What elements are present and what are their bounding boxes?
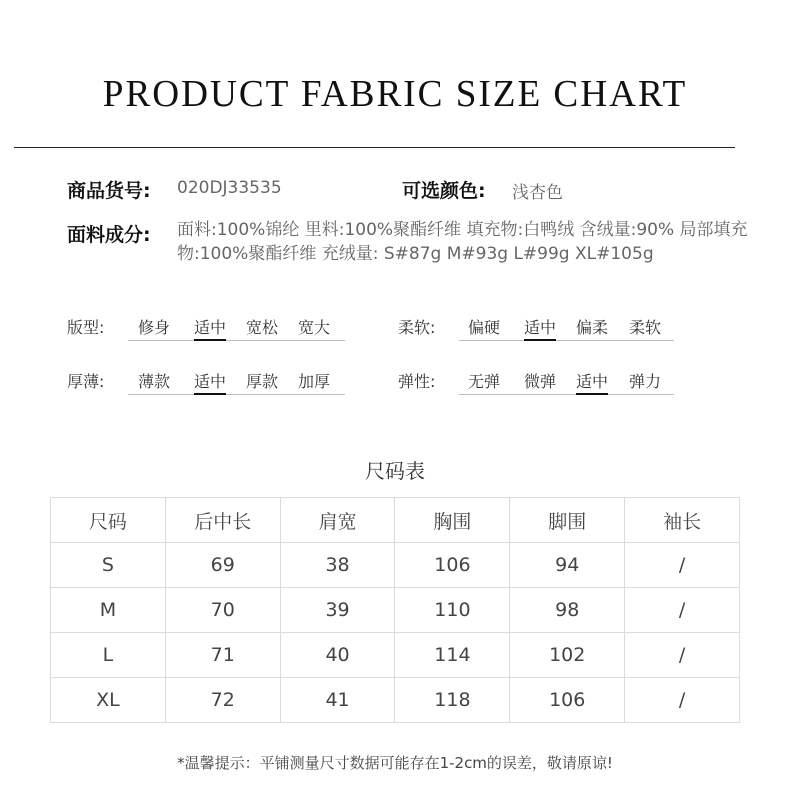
fabric-value: 面料:100%锦纶 里料:100%聚酯纤维 填充物:白鸭绒 含绒量:90% 局部填充物:100%聚酯纤维 充绒量: S#87g M#93g L#99g XL#105g [177,220,748,264]
thickness-selected-marker [194,393,226,395]
fabric-label: 面料成分: [67,224,151,246]
table-cell: 102 [510,633,625,678]
fit-option: 适中 [193,318,226,337]
elasticity-option: 弹力 [628,372,661,391]
color-value: 浅杏色 [512,183,563,203]
softness-option: 柔软 [628,318,661,337]
size-table [50,497,740,723]
table-cell: S [51,543,166,588]
elasticity-option: 适中 [575,372,608,391]
thickness-label: 厚薄: [67,372,105,391]
thickness-option: 加厚 [297,372,330,391]
fit-label: 版型: [67,318,105,337]
table-row [51,678,740,723]
thickness-scale-line [128,394,345,395]
table-cell: 69 [165,543,280,588]
sku-value: 020DJ33535 [177,178,282,198]
fit-option: 宽松 [245,318,278,337]
table-row [51,543,740,588]
table-cell: 41 [280,678,395,723]
softness-selected-marker [524,339,556,341]
table-cell: 106 [510,678,625,723]
sku-label: 商品货号: [67,180,151,202]
table-cell: M [51,588,166,633]
column-header: 尺码 [51,498,166,543]
table-cell: 39 [280,588,395,633]
softness-option: 适中 [523,318,556,337]
column-header: 肩宽 [280,498,395,543]
fit-scale-line [128,340,345,341]
table-cell: 38 [280,543,395,588]
table-row [51,588,740,633]
size-table-title: 尺码表 [365,459,425,483]
table-header-row [51,498,740,543]
column-header: 脚围 [510,498,625,543]
table-cell: / [625,678,740,723]
thickness-option: 薄款 [137,372,170,391]
table-cell: 106 [395,543,510,588]
table-cell: 70 [165,588,280,633]
table-cell: 71 [165,633,280,678]
title-divider [14,147,735,148]
measurement-note: *温馨提示：平铺测量尺寸数据可能存在1-2cm的误差，敬请原谅! [177,754,613,772]
table-cell: / [625,543,740,588]
column-header: 胸围 [395,498,510,543]
elasticity-option: 无弹 [467,372,500,391]
table-cell: XL [51,678,166,723]
softness-label: 柔软: [398,318,436,337]
table-cell: 118 [395,678,510,723]
elasticity-option: 微弹 [523,372,556,391]
table-cell: 40 [280,633,395,678]
column-header: 后中长 [165,498,280,543]
page-title: PRODUCT FABRIC SIZE CHART [102,73,688,115]
elasticity-scale-line [459,394,674,395]
elasticity-selected-marker [576,393,608,395]
table-cell: 114 [395,633,510,678]
column-header: 袖长 [625,498,740,543]
table-cell: 98 [510,588,625,633]
elasticity-label: 弹性: [398,372,436,391]
fit-option: 修身 [137,318,170,337]
table-cell: L [51,633,166,678]
color-label: 可选颜色: [402,180,486,202]
softness-option: 偏硬 [467,318,500,337]
softness-scale-line [459,340,674,341]
thickness-option: 适中 [193,372,226,391]
table-cell: / [625,588,740,633]
thickness-option: 厚款 [245,372,278,391]
softness-option: 偏柔 [575,318,608,337]
table-cell: 94 [510,543,625,588]
table-cell: / [625,633,740,678]
table-cell: 110 [395,588,510,633]
fit-selected-marker [194,339,226,341]
table-row [51,633,740,678]
fit-option: 宽大 [297,318,330,337]
table-cell: 72 [165,678,280,723]
